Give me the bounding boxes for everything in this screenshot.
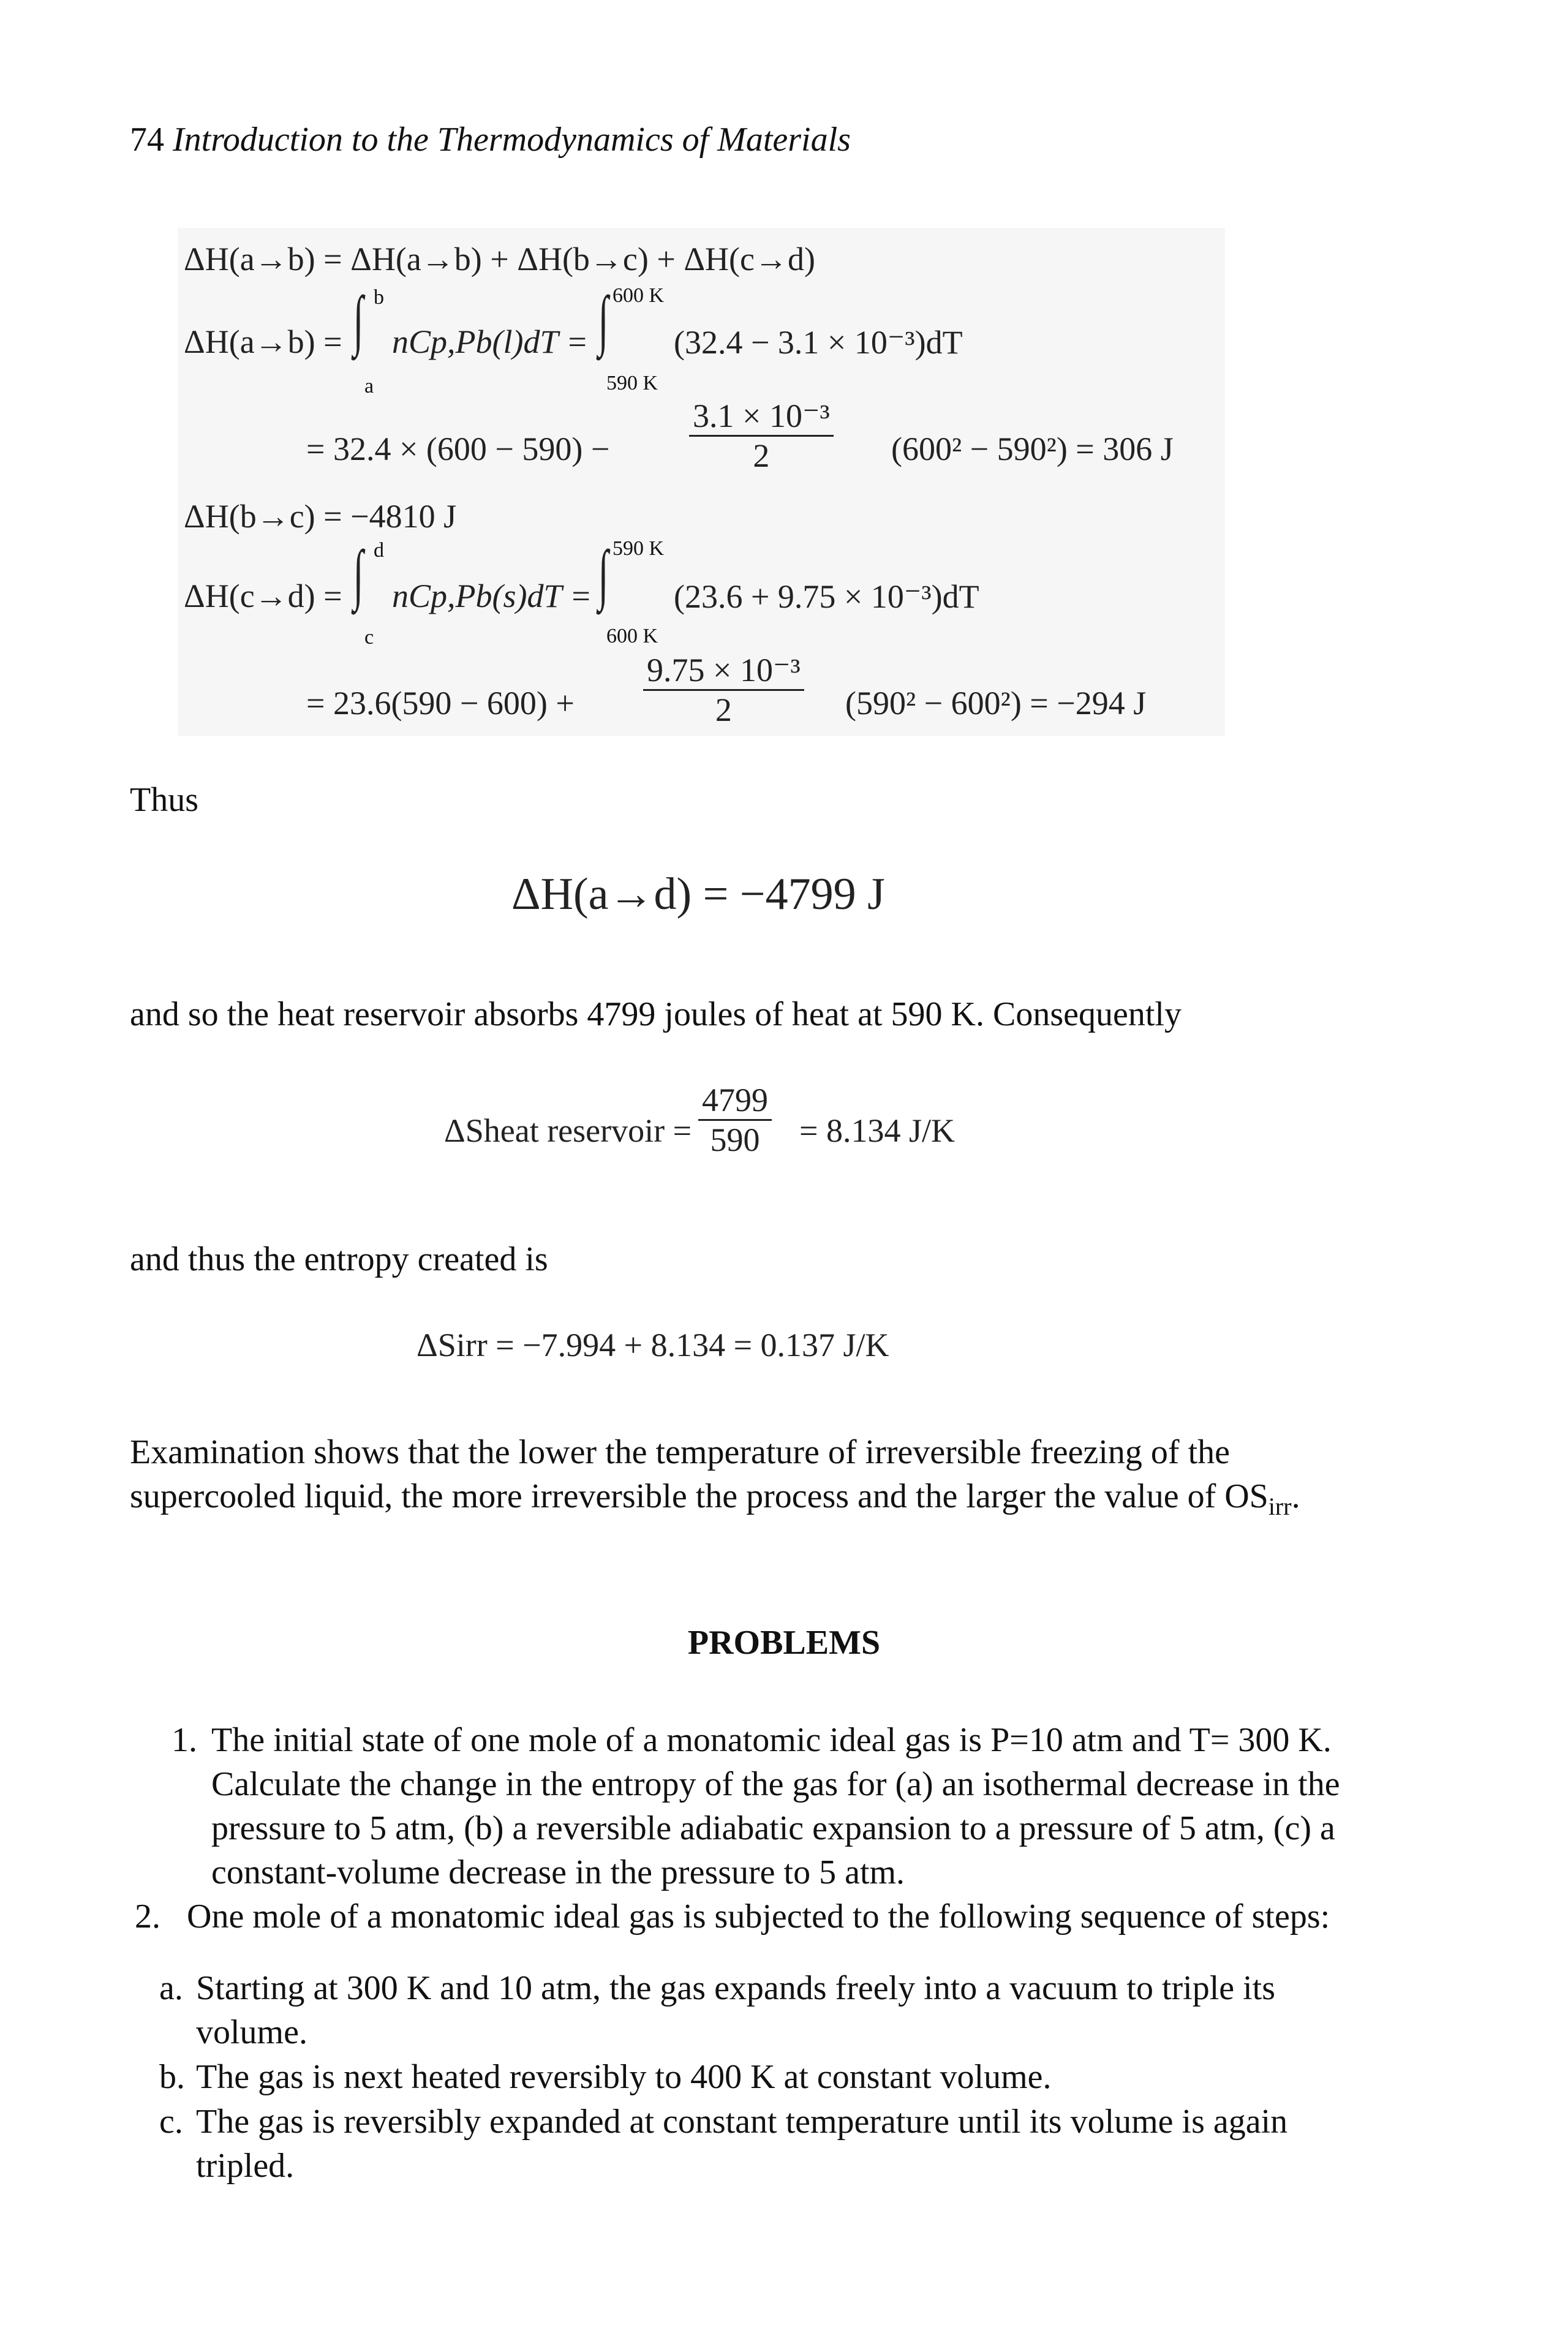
subitem-line: The gas is reversibly expanded at constant temperature until its volume is again (196, 2103, 1288, 2141)
equation-line-5-lhs: ΔH(c→d) = (184, 578, 342, 614)
subitem-line: Starting at 300 K and 10 atm, the gas expands freely into a vacuum to triple its (196, 1969, 1276, 2007)
equation-image-block (178, 228, 1225, 736)
thus-label: Thus (130, 781, 198, 819)
paragraph-examination-line1: Examination shows that the lower the temperature of irreversible freezing of the (130, 1433, 1230, 1471)
fraction-denominator: 2 (715, 692, 732, 728)
integral-sign: ∫ (353, 282, 364, 357)
subitem-c-text (196, 2100, 1287, 2188)
integral-upper-limit: 600 K (612, 284, 665, 307)
problem-line: constant-volume decrease in the pressure to 5 atm. (211, 1853, 905, 1891)
integral-sign: ∫ (598, 282, 609, 357)
subitem-b-label: b. (159, 2058, 185, 2096)
fraction-denominator: 2 (753, 437, 770, 474)
fraction-denominator: 590 (710, 1121, 760, 1158)
equation-line-3b: (600² − 590²) = 306 J (891, 431, 1174, 467)
reservoir-eq-lhs: ΔSheat reservoir = (444, 1112, 692, 1149)
equation-line-6b: (590² − 600²) = −294 J (845, 685, 1147, 722)
integral-lower-limit: 600 K (606, 625, 658, 647)
paragraph-entropy-created: and thus the entropy created is (130, 1240, 548, 1278)
subitem-c-label: c. (159, 2103, 183, 2141)
irreversible-entropy-equation: ΔSirr = −7.994 + 8.134 = 0.137 J/K (417, 1327, 889, 1363)
fraction (689, 396, 834, 475)
problems-heading: PROBLEMS (687, 1624, 881, 1662)
problem-2-text: One mole of a monatomic ideal gas is subjected to the following sequence of steps: (187, 1898, 1330, 1936)
book-title: Introduction to the Thermodynamics of Materials (173, 121, 851, 159)
reservoir-fraction (698, 1081, 772, 1159)
equation-line-4: ΔH(b→c) = −4810 J (184, 498, 457, 535)
total-enthalpy-equation: ΔH(a→d) = −4799 J (511, 869, 885, 919)
equation-line-6a: = 23.6(590 − 600) + (306, 685, 575, 722)
integral-upper-limit: b (374, 286, 384, 309)
subitem-line: volume. (196, 2013, 307, 2051)
problem-2-number: 2. (135, 1898, 160, 1936)
integral-upper-limit: d (374, 539, 384, 562)
problem-line: pressure to 5 atm, (b) a reversible adiabatic expansion to a pressure of 5 atm, (c) a (211, 1809, 1335, 1847)
problem-1-text (211, 1718, 1433, 1894)
integral-lower-limit: 590 K (606, 372, 658, 394)
page-header (130, 120, 851, 159)
integrand-cp-liquid: (32.4 − 3.1 × 10⁻³)dT (674, 324, 963, 361)
integral-upper-limit: 590 K (612, 537, 665, 560)
paragraph-examination-line2: supercooled liquid, the more irreversible the process and the larger the value of $OS_{irr}$. (130, 1477, 1300, 1521)
page-number: 74 (130, 121, 164, 159)
equation-line-2-lhs: ΔH(a→b) = (184, 323, 342, 360)
integral-sign: ∫ (598, 537, 609, 611)
subitem-line: tripled. (196, 2147, 295, 2185)
reservoir-eq-rhs: = 8.134 J/K (799, 1112, 955, 1149)
subitem-b-text: The gas is next heated reversibly to 400 K at constant volume. (196, 2058, 1052, 2096)
fraction-numerator: 3.1 × 10⁻³ (689, 396, 834, 437)
integral-sign: ∫ (353, 537, 364, 611)
subitem-a-label: a. (159, 1969, 183, 2007)
integrand-solid: nCp,Pb(s)dT = (392, 578, 592, 614)
fraction (643, 650, 804, 729)
fraction-numerator: 9.75 × 10⁻³ (643, 650, 804, 691)
equation-line-1: ΔH(a→b) = ΔH(a→b) + ΔH(b→c) + ΔH(c→d) (184, 241, 815, 277)
problem-1-number: 1. (172, 1721, 197, 1759)
problem-line: The initial state of one mole of a monatomic ideal gas is P=10 atm and T= 300 K. (211, 1721, 1332, 1759)
paragraph-text: supercooled liquid, the more irreversible the process and the larger the value of OS (130, 1477, 1268, 1515)
integral-lower-limit: c (364, 626, 374, 649)
integral-lower-limit: a (364, 375, 374, 398)
fraction-numerator: 4799 (698, 1081, 772, 1121)
paragraph-heat-reservoir: and so the heat reservoir absorbs 4799 joules of heat at 590 K. Consequently (130, 995, 1182, 1033)
equation-line-3a: = 32.4 × (600 − 590) − (306, 431, 610, 467)
subitem-a-text (196, 1966, 1275, 2054)
integrand-liquid: nCp,Pb(l)dT = (392, 323, 589, 360)
integrand-cp-solid: (23.6 + 9.75 × 10⁻³)dT (674, 578, 979, 615)
problem-line: Calculate the change in the entropy of the gas for (a) an isothermal decrease in the (211, 1765, 1340, 1803)
subscript-irr: irr (1268, 1493, 1292, 1521)
